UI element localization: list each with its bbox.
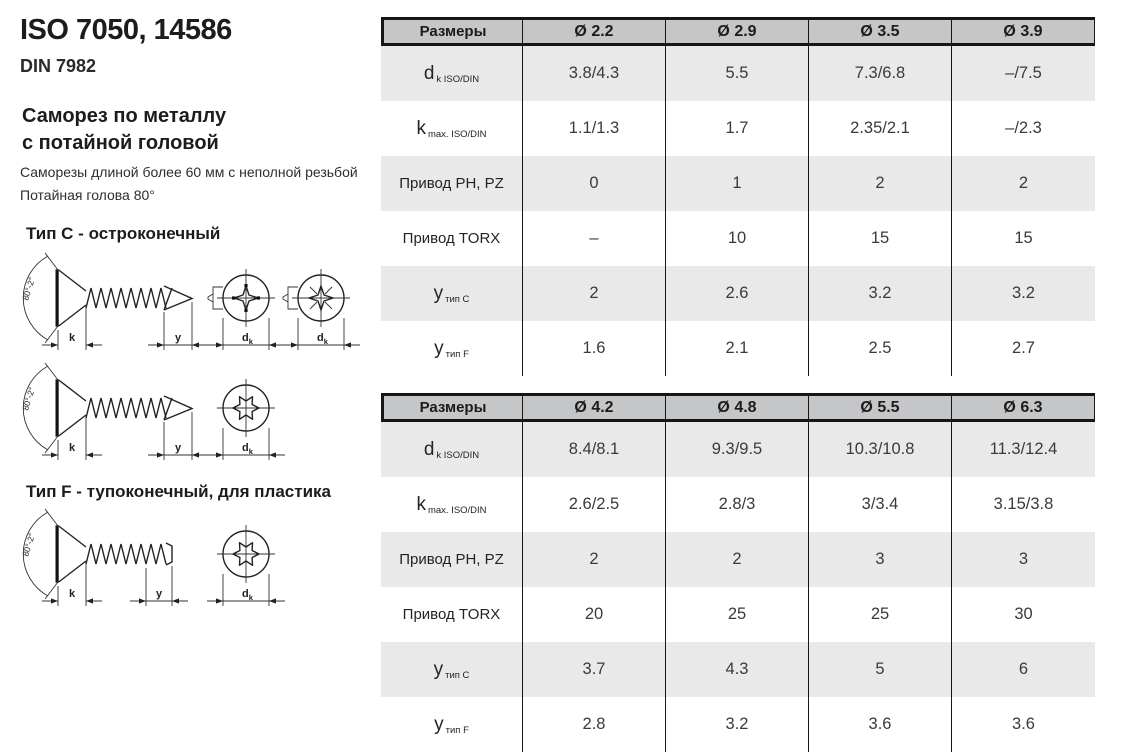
table-header-sizes: Размеры bbox=[381, 393, 523, 422]
cell-value: 2 bbox=[523, 266, 666, 321]
dim-dk-label: $d_k$ bbox=[317, 332, 328, 346]
pz-head-icon bbox=[282, 269, 360, 350]
table-header-diameter: Ø 2.9 bbox=[666, 17, 809, 46]
row-label: d k ISO/DIN bbox=[381, 422, 523, 477]
cell-value: 2.8/3 bbox=[666, 477, 809, 532]
screw-side-view-icon bbox=[20, 253, 192, 343]
dim-y-label: y bbox=[155, 588, 163, 600]
type-f-heading: Тип F - тупоконечный, для пластика bbox=[26, 482, 331, 501]
cell-value: 15 bbox=[809, 211, 952, 266]
ph-head-icon bbox=[207, 269, 285, 350]
cell-value: 9.3/9.5 bbox=[666, 422, 809, 477]
dim-y-label: y bbox=[174, 332, 182, 344]
head-angle-label: 80°-2° bbox=[20, 275, 37, 302]
cell-value: 2.1 bbox=[666, 321, 809, 376]
table-header-diameter: Ø 3.9 bbox=[952, 17, 1095, 46]
product-name-line2: с потайной головой bbox=[22, 132, 219, 154]
dimension-y bbox=[148, 302, 208, 350]
dimension-y bbox=[130, 566, 188, 606]
row-label: у тип C bbox=[381, 266, 523, 321]
cell-value: 30 bbox=[952, 587, 1095, 642]
cell-value: 1.7 bbox=[666, 101, 809, 156]
cell-value: 2 bbox=[523, 532, 666, 587]
table-header-diameter: Ø 5.5 bbox=[809, 393, 952, 422]
product-name bbox=[22, 103, 226, 157]
row-label: Привод TORX bbox=[381, 211, 523, 266]
table-header-diameter: Ø 4.8 bbox=[666, 393, 809, 422]
dim-dk-label: $d_k$ bbox=[242, 442, 253, 456]
torx-head-icon bbox=[207, 525, 285, 606]
row-label: d k ISO/DIN bbox=[381, 46, 523, 101]
dimension-k bbox=[42, 308, 102, 350]
cell-value: 25 bbox=[666, 587, 809, 642]
product-name-line1: Саморез по металлу bbox=[22, 105, 227, 127]
cell-value: 2.7 bbox=[952, 321, 1095, 376]
cell-value: 10.3/10.8 bbox=[809, 422, 952, 477]
cell-value: 15 bbox=[952, 211, 1095, 266]
screw-side-view-icon bbox=[20, 509, 172, 599]
row-label: у тип F bbox=[381, 697, 523, 752]
dim-dk-label: $d_k$ bbox=[242, 332, 253, 346]
row-label: Привод PH, PZ bbox=[381, 532, 523, 587]
cell-value: 3.2 bbox=[809, 266, 952, 321]
cell-value: 3.15/3.8 bbox=[952, 477, 1095, 532]
cell-value: 3.8/4.3 bbox=[523, 46, 666, 101]
type-f-torx-drawing bbox=[14, 502, 379, 614]
dimension-y bbox=[148, 412, 208, 460]
dim-y-label: y bbox=[174, 442, 182, 454]
dimension-k bbox=[42, 564, 102, 606]
head-angle-label: 80°-2° bbox=[20, 385, 37, 412]
type-c-torx-drawing bbox=[14, 356, 379, 468]
screw-side-view-icon bbox=[20, 363, 192, 453]
cell-value: –/2.3 bbox=[952, 101, 1095, 156]
cell-value: 25 bbox=[809, 587, 952, 642]
cell-value: 4.3 bbox=[666, 642, 809, 697]
cell-value: 3 bbox=[809, 532, 952, 587]
cell-value: 6 bbox=[952, 642, 1095, 697]
cell-value: 2.6/2.5 bbox=[523, 477, 666, 532]
row-label: Привод TORX bbox=[381, 587, 523, 642]
head-angle-label: 80°-2° bbox=[20, 531, 37, 558]
cell-value: 3.7 bbox=[523, 642, 666, 697]
table-header-diameter: Ø 4.2 bbox=[523, 393, 666, 422]
cell-value: 1.6 bbox=[523, 321, 666, 376]
cell-value: –/7.5 bbox=[952, 46, 1095, 101]
cell-value: 1.1/1.3 bbox=[523, 101, 666, 156]
cell-value: – bbox=[523, 211, 666, 266]
cell-value: 2 bbox=[952, 156, 1095, 211]
cell-value: 11.3/12.4 bbox=[952, 422, 1095, 477]
row-label: Привод PH, PZ bbox=[381, 156, 523, 211]
description-line2: Потайная голова 80° bbox=[20, 187, 155, 203]
table-header-sizes: Размеры bbox=[381, 17, 523, 46]
table-header-diameter: Ø 3.5 bbox=[809, 17, 952, 46]
cell-value: 3 bbox=[952, 532, 1095, 587]
cell-value: 5.5 bbox=[666, 46, 809, 101]
din-standard: DIN 7982 bbox=[20, 56, 97, 76]
cell-value: 3.6 bbox=[952, 697, 1095, 752]
dimensions-table-large bbox=[381, 393, 1095, 752]
cell-value: 5 bbox=[809, 642, 952, 697]
dimensions-table-small bbox=[381, 17, 1095, 376]
cell-value: 8.4/8.1 bbox=[523, 422, 666, 477]
product-description bbox=[20, 161, 358, 207]
cell-value: 3.6 bbox=[809, 697, 952, 752]
type-c-heading: Тип C - остроконечный bbox=[26, 224, 221, 243]
cell-value: 3.2 bbox=[666, 697, 809, 752]
cell-value: 2.8 bbox=[523, 697, 666, 752]
row-label: k max. ISO/DIN bbox=[381, 101, 523, 156]
description-line1: Саморезы длиной более 60 мм с неполной резьбой bbox=[20, 164, 358, 180]
cell-value: 3/3.4 bbox=[809, 477, 952, 532]
page-title: ISO 7050, 14586 bbox=[20, 14, 232, 46]
dim-k-label: k bbox=[68, 442, 76, 454]
cell-value: 3.2 bbox=[952, 266, 1095, 321]
cell-value: 7.3/6.8 bbox=[809, 46, 952, 101]
row-label: у тип C bbox=[381, 642, 523, 697]
cell-value: 1 bbox=[666, 156, 809, 211]
torx-head-icon bbox=[207, 379, 285, 460]
row-label: k max. ISO/DIN bbox=[381, 477, 523, 532]
cell-value: 0 bbox=[523, 156, 666, 211]
cell-value: 2 bbox=[666, 532, 809, 587]
dimension-k bbox=[42, 418, 102, 460]
cell-value: 10 bbox=[666, 211, 809, 266]
row-label: у тип F bbox=[381, 321, 523, 376]
cell-value: 2.6 bbox=[666, 266, 809, 321]
dim-k-label: k bbox=[68, 332, 76, 344]
type-c-ph-pz-drawing bbox=[14, 246, 379, 358]
cell-value: 20 bbox=[523, 587, 666, 642]
table-header-diameter: Ø 6.3 bbox=[952, 393, 1095, 422]
dim-dk-label: $d_k$ bbox=[242, 588, 253, 602]
cell-value: 2.35/2.1 bbox=[809, 101, 952, 156]
dim-k-label: k bbox=[68, 588, 76, 600]
cell-value: 2.5 bbox=[809, 321, 952, 376]
table-header-diameter: Ø 2.2 bbox=[523, 17, 666, 46]
cell-value: 2 bbox=[809, 156, 952, 211]
